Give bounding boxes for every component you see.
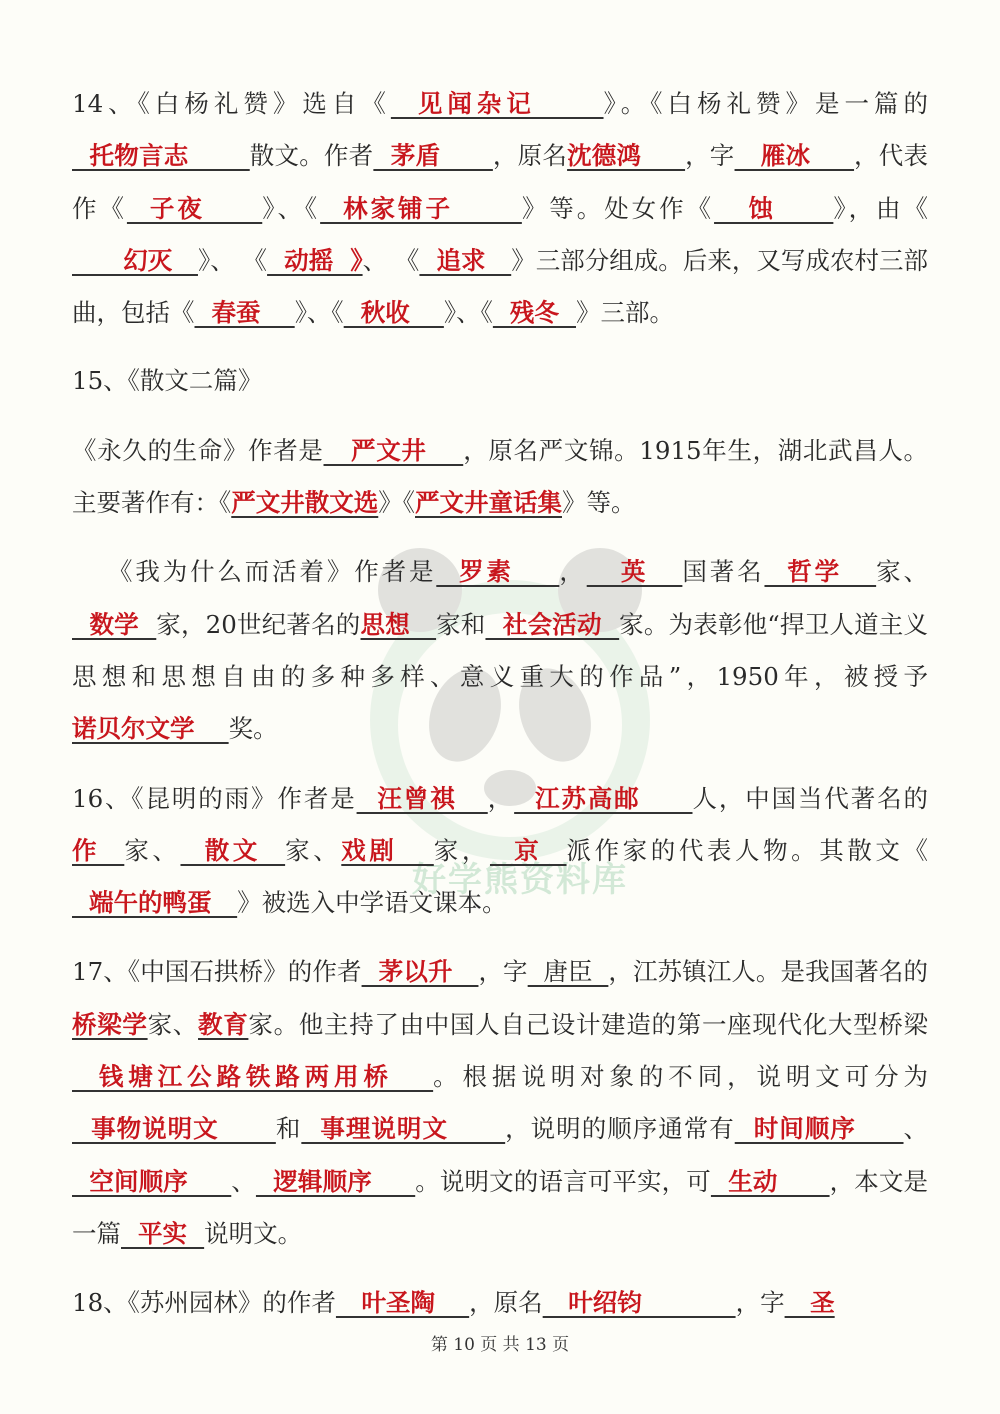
question-text: 家，20世纪著名的 (156, 609, 361, 639)
answer-blank: 圣 (784, 1288, 835, 1318)
answer-blank: 叶圣陶 (335, 1288, 470, 1318)
question-text: 人，中国当代著名的 (692, 783, 929, 813)
question-text: ，原名 (469, 1288, 543, 1318)
question-text: ，本文是一篇 (72, 1166, 929, 1248)
question-text: 家和 (436, 609, 486, 639)
question-text: 》三部分组成。后来，又写成农村三部曲，包括《 (72, 245, 928, 328)
answer-blank: 严文井散文选 (231, 488, 379, 518)
question-16 (72, 773, 928, 930)
watermark-text: 好学熊资料库 (412, 860, 628, 900)
question-text: ，说明的顺序通常有 (505, 1114, 735, 1144)
question-text: 》。《白杨礼赞》是一篇的 (603, 89, 928, 118)
answer-blank: 叶绍钧 (542, 1288, 736, 1318)
answer-blank: 罗素 (436, 557, 560, 587)
answer-blank: 唐臣 (527, 957, 609, 987)
answer-blank: 春蚕 (194, 298, 295, 328)
question-text: 派作家的代表人物。其散文《 (566, 835, 929, 865)
question-18 (72, 1277, 928, 1329)
question-text: 散文。作者 (249, 141, 374, 171)
question-text: 家、 (285, 835, 342, 865)
answer-blank: 托物言志 (72, 141, 250, 171)
answer-blank: 诺贝尔文学 (72, 714, 229, 744)
answer-blank: 生动 (710, 1166, 830, 1196)
question-text: 》、《 (262, 193, 321, 223)
question-text: 家、 (147, 1009, 198, 1039)
answer-blank: 残冬 (492, 298, 576, 328)
answer-blank: 时间顺序 (734, 1114, 904, 1144)
question-text: 国著名 (682, 557, 765, 587)
answer-blank: 沈德鸿 (567, 141, 686, 171)
answer-blank: 散文 (180, 835, 286, 865)
answer-blank: 英 (586, 557, 683, 587)
answer-blank: 数学 (72, 609, 157, 639)
question-text: 家。他主持了由中国人自己设计建造的第一座现代化大型桥梁 (248, 1009, 929, 1039)
answer-blank: 钱塘江公路铁路两用桥 (72, 1062, 434, 1092)
question-text: 》被选入中学语文课本。 (237, 888, 507, 918)
question-text: ，江苏镇江人。是我国著名的 (608, 957, 928, 987)
answer-blank: 逻辑顺序 (255, 1166, 416, 1196)
question-text: ，原名严文锦。1915年生，湖北武昌人。主要著作有：《 (72, 435, 928, 518)
question-14 (72, 78, 928, 339)
question-text: 》《 (378, 488, 415, 518)
question-text: 》等。 (562, 488, 636, 518)
question-text: 家， (433, 835, 490, 865)
answer-blank: 蚀 (714, 193, 834, 223)
page-footer: 第 10 页 共 13 页 (430, 1335, 570, 1355)
answer-blank: 幻灭 (72, 245, 198, 275)
answer-blank: 哲学 (764, 557, 877, 587)
question-text: 。根据说明对象的不同，说明文可分为 (433, 1062, 928, 1092)
answer-blank: 空间顺序 (72, 1166, 232, 1196)
question-15-para-1 (72, 425, 928, 530)
answer-blank: 事理说明文 (301, 1114, 506, 1144)
answer-blank: 作 (72, 835, 125, 865)
question-text: 、 (231, 1166, 256, 1196)
question-text: 》等。处女作《 (521, 193, 715, 223)
answer-blank: 茅盾 (373, 141, 493, 171)
answer-blank: 林家铺子 (320, 193, 522, 223)
question-text: 《永久的生命》作者是 (72, 435, 324, 465)
answer-blank: 江苏高邮 (514, 783, 693, 813)
answer-blank: 平实 (121, 1218, 205, 1248)
question-text: 说明文。 (204, 1218, 303, 1248)
answer-blank: 教育 (198, 1009, 249, 1039)
question-text: 、 《 (362, 245, 420, 275)
answer-blank: 社会活动 (485, 609, 620, 639)
question-text: 》、《 (443, 298, 493, 328)
question-text: 》，由《 (833, 193, 929, 223)
question-text: 14、《白杨礼赞》选自《 (72, 89, 391, 118)
answer-blank: 桥梁学 (72, 1009, 148, 1039)
answer-blank: 思想 (360, 609, 437, 639)
question-text: 》、 《 (197, 245, 268, 275)
answer-blank: 见闻杂记 (390, 89, 604, 118)
answer-blank: 动摇 》 (267, 245, 363, 275)
question-text: 》三部。 (576, 298, 674, 328)
question-text: 17、《中国石拱桥》的作者 (72, 957, 362, 987)
question-text: 18、《苏州园林》的作者 (72, 1288, 336, 1318)
question-text: 奖。 (228, 714, 278, 744)
question-text: 家。为表彰他“捍卫人道主义思想和思想自由的多种多样、意义重大的作品”，1950年，被授予 (72, 609, 928, 691)
question-text: 《我为什么而活着》作者是 (108, 557, 437, 587)
question-text: ，代表作《 (72, 141, 929, 223)
question-15-para-2 (72, 546, 928, 755)
answer-blank: 戏剧 (341, 835, 434, 865)
question-text: 家、 (124, 835, 181, 865)
answer-blank: 茅以升 (361, 957, 479, 987)
question-text: 家、 (876, 557, 928, 587)
answer-blank: 汪曾祺 (356, 783, 488, 813)
question-text: 》、《 (294, 298, 344, 328)
question-15-title: 15、《散文二篇》 (72, 366, 263, 396)
question-text: ， (487, 783, 515, 813)
answer-blank: 事物说明文 (72, 1114, 276, 1144)
answer-blank: 雁冰 (734, 141, 855, 171)
question-text: ，字 (685, 141, 735, 171)
question-text: 和 (275, 1114, 302, 1144)
question-text: 。说明文的语言可平实，可 (415, 1166, 711, 1196)
question-17 (72, 946, 928, 1260)
answer-blank: 秋收 (343, 298, 444, 328)
question-text: ，原名 (492, 141, 568, 171)
question-text: 、 (903, 1114, 929, 1144)
question-text: 16、《昆明的雨》作者是 (72, 783, 357, 813)
answer-blank: 端午的鸭蛋 (72, 888, 238, 918)
answer-blank: 子夜 (126, 193, 263, 223)
question-text: ， (559, 557, 587, 587)
answer-blank: 严文井 (323, 435, 464, 465)
answer-blank: 严文井童话集 (415, 488, 562, 518)
question-text: ，字 (478, 957, 528, 987)
question-text: ，字 (735, 1288, 785, 1318)
answer-blank: 追求 (419, 245, 512, 275)
answer-blank: 京 (489, 835, 567, 865)
document-body (72, 78, 928, 1330)
